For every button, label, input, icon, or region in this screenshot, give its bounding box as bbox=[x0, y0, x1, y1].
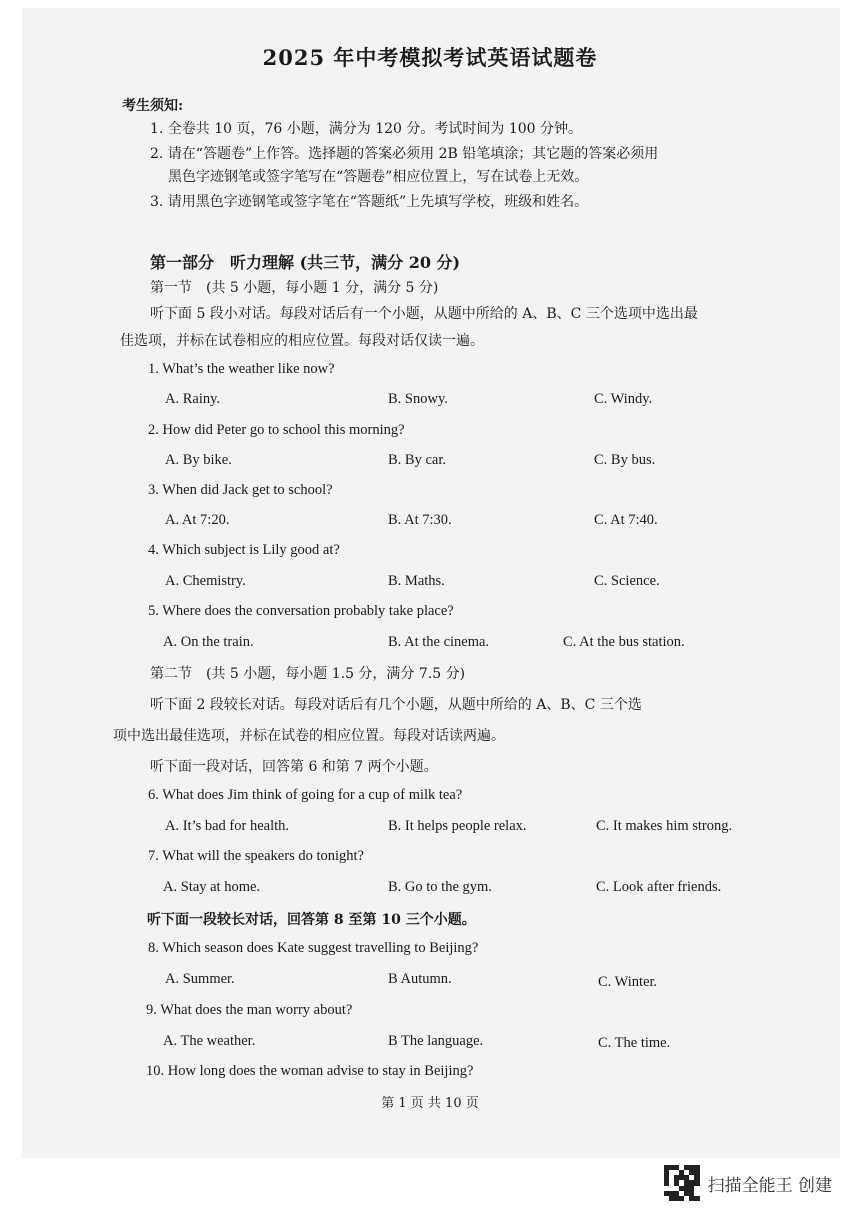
q5-option-b: B. At the cinema. bbox=[388, 634, 490, 650]
q8-option-b: B Autumn. bbox=[388, 971, 452, 987]
section1-instruction-2: 佳选项，并标在试卷相应的相应位置。每段对话仅读一遍。 bbox=[120, 333, 484, 349]
q9-option-c: C. The time. bbox=[598, 1035, 671, 1051]
q6-option-a: A. It’s bad for health. bbox=[165, 818, 290, 834]
section1-heading: 第一节 (共 5 小题，每小题 1 分，满分 5 分) bbox=[150, 280, 439, 296]
exam-title: 2025 年中考模拟考试英语试题卷 bbox=[262, 45, 598, 70]
q8-option-c: C. Winter. bbox=[598, 974, 658, 990]
scanner-watermark bbox=[664, 1165, 832, 1201]
watermark-text: 扫描全能王 创建 bbox=[707, 1175, 832, 1196]
section2-instruction-2: 项中选出最佳选项，并标在试卷的相应位置。每段对话读两遍。 bbox=[113, 728, 505, 744]
q3-option-c: C. At 7:40. bbox=[594, 512, 658, 528]
question-5: 5. Where does the conversation probably take place? bbox=[148, 603, 454, 619]
q1-option-a: A. Rainy. bbox=[165, 391, 221, 407]
notice-item-2-cont: 黑色字迹钢笔或签字笔写在“答题卷”相应位置上，写在试卷上无效。 bbox=[168, 169, 589, 185]
question-4: 4. Which subject is Lily good at? bbox=[148, 542, 340, 558]
q4-option-c: C. Science. bbox=[594, 573, 660, 589]
q5-option-c: C. At the bus station. bbox=[563, 634, 685, 650]
q4-option-b: B. Maths. bbox=[388, 573, 445, 589]
question-1: 1. What’s the weather like now? bbox=[148, 361, 335, 377]
q2-option-b: B. By car. bbox=[388, 452, 446, 468]
part1-heading: 第一部分 听力理解 (共三节，满分 20 分) bbox=[150, 253, 461, 272]
question-3: 3. When did Jack get to school? bbox=[148, 482, 333, 498]
q1-option-c: C. Windy. bbox=[594, 391, 653, 407]
page-footer: 第 1 页 共 10 页 bbox=[381, 1096, 479, 1111]
q3-option-b: B. At 7:30. bbox=[388, 512, 452, 528]
q2-option-c: C. By bus. bbox=[594, 452, 656, 468]
question-2: 2. How did Peter go to school this morning? bbox=[148, 422, 405, 438]
q9-option-a: A. The weather. bbox=[163, 1033, 256, 1049]
q4-option-a: A. Chemistry. bbox=[165, 573, 246, 589]
section1-instruction-1: 听下面 5 段小对话。每段对话后有一个小题，从题中所给的 A、B、C 三个选项中选出最 bbox=[150, 306, 698, 322]
question-9: 9. What does the man worry about? bbox=[146, 1002, 353, 1018]
section2-instruction-1: 听下面 2 段较长对话。每段对话后有几个小题，从题中所给的 A、B、C 三个选 bbox=[150, 697, 642, 713]
q3-option-a: A. At 7:20. bbox=[165, 512, 230, 528]
notice-item-3: 3. 请用黑色字迹钢笔或签字笔在“答题纸”上先填写学校，班级和姓名。 bbox=[150, 194, 589, 210]
q5-option-a: A. On the train. bbox=[163, 634, 254, 650]
question-6: 6. What does Jim think of going for a cup of milk tea? bbox=[148, 787, 463, 803]
q7-option-c: C. Look after friends. bbox=[596, 879, 722, 895]
section2-heading: 第二节 (共 5 小题，每小题 1.5 分，满分 7.5 分) bbox=[150, 666, 466, 682]
qr-code-icon bbox=[664, 1165, 700, 1201]
question-10: 10. How long does the woman advise to stay in Beijing? bbox=[146, 1063, 474, 1079]
q9-option-b: B The language. bbox=[388, 1033, 484, 1049]
q7-option-b: B. Go to the gym. bbox=[388, 879, 492, 895]
dialog2-note: 听下面一段较长对话，回答第 8 至第 10 三个小题。 bbox=[147, 912, 476, 928]
question-8: 8. Which season does Kate suggest travelling to Beijing? bbox=[148, 940, 479, 956]
q7-option-a: A. Stay at home. bbox=[163, 879, 261, 895]
q8-option-a: A. Summer. bbox=[165, 971, 235, 987]
question-7: 7. What will the speakers do tonight? bbox=[148, 848, 364, 864]
dialog1-note: 听下面一段对话，回答第 6 和第 7 两个小题。 bbox=[150, 759, 438, 775]
notice-heading: 考生须知: bbox=[122, 98, 184, 114]
notice-item-1: 1. 全卷共 10 页，76 小题，满分为 120 分。考试时间为 100 分钟。 bbox=[150, 121, 583, 137]
q6-option-b: B. It helps people relax. bbox=[388, 818, 527, 834]
q1-option-b: B. Snowy. bbox=[388, 391, 448, 407]
q2-option-a: A. By bike. bbox=[165, 452, 232, 468]
notice-item-2: 2. 请在“答题卷”上作答。选择题的答案必须用 2B 铅笔填涂；其它题的答案必须用 bbox=[150, 146, 659, 162]
q6-option-c: C. It makes him strong. bbox=[596, 818, 733, 834]
